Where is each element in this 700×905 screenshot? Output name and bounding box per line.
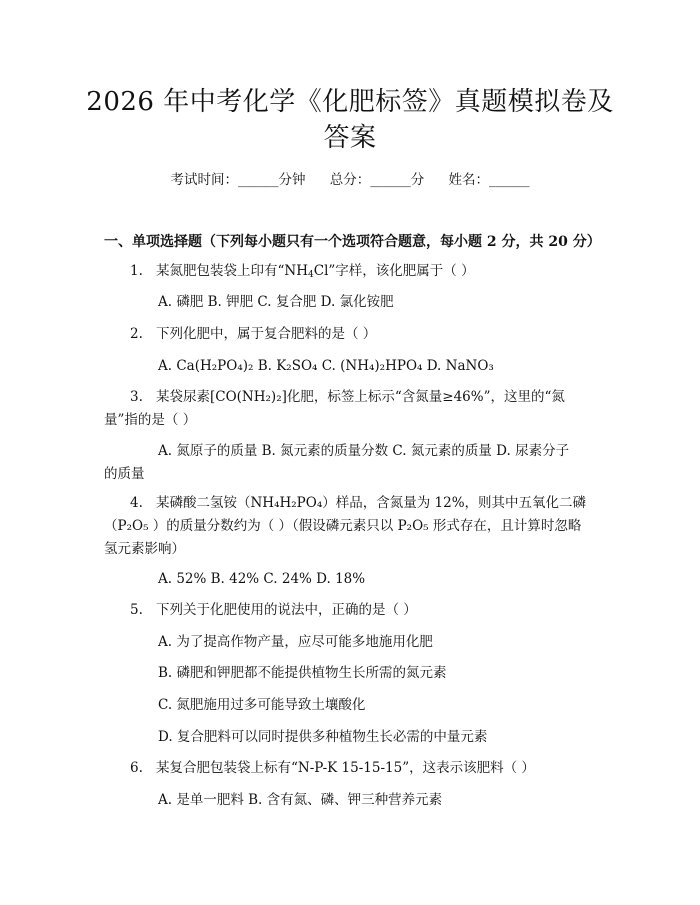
question-6 — [130, 756, 535, 780]
question-stem: 下列化肥中，属于复合肥料的是（ ） — [156, 326, 377, 342]
question-3 — [130, 385, 565, 409]
question-number: 3. — [130, 389, 143, 405]
question-4-options: A. 52% B. 42% C. 24% D. 18% — [158, 571, 366, 587]
title-line-1: 2026 年中考化学《化肥标签》真题模拟卷及 — [86, 87, 614, 117]
exam-time-field: 考试时间：______分钟 — [170, 172, 306, 188]
question-number: 2. — [130, 326, 143, 342]
question-5-option-d: D. 复合肥料可以同时提供多种植物生长必需的中量元素 — [158, 729, 488, 745]
question-4 — [130, 491, 586, 515]
question-stem-line: 某磷酸二氢铵（NH₄H₂PO₄）样品，含氮量为 12%，则其中五氧化二磷 — [156, 495, 587, 511]
question-number: 5. — [130, 602, 143, 618]
question-5-option-a: A. 为了提高作物产量，应尽可能多地施用化肥 — [158, 634, 433, 650]
question-stem-subscript: 4 — [308, 270, 314, 280]
section-title: 一、单项选择题（下列每小题只有一个选项符合题意，每小题 2 分，共 20 分） — [104, 234, 601, 250]
question-2-options: A. Ca(H₂PO₄)₂ B. K₂SO₄ C. (NH₄)₂HPO₄ D. NaNO₃ — [158, 358, 494, 374]
title-line-2: 答案 — [323, 123, 377, 153]
total-score-field: 总分：______分 — [329, 172, 425, 188]
question-5-option-b: B. 磷肥和钾肥都不能提供植物生长所需的氮元素 — [158, 665, 447, 681]
question-1-options: A. 磷肥 B. 钾肥 C. 复合肥 D. 氯化铵肥 — [158, 294, 394, 310]
name-field: 姓名：______ — [448, 172, 530, 188]
question-number: 6. — [130, 760, 143, 776]
question-stem: 下列关于化肥使用的说法中，正确的是（ ） — [156, 602, 417, 618]
question-stem-line: 某袋尿素[CO(NH₂)₂]化肥，标签上标示“含氮量≥46%”，这里的“氮 — [156, 389, 565, 405]
question-5-option-c: C. 氮肥施用过多可能导致土壤酸化 — [158, 697, 366, 713]
question-3-options: A. 氮原子的质量 B. 氮元素的质量分数 C. 氮元素的质量 D. 尿素分子 — [158, 443, 570, 459]
question-4-line-3: 氢元素影响） — [104, 541, 185, 557]
question-number: 1. — [130, 263, 143, 279]
question-3-continued: 量”指的是（ ） — [104, 412, 197, 428]
question-5 — [130, 598, 417, 622]
question-4-line-2: （P₂O₅ ）的质量分数约为（ ）（假设磷元素只以 P₂O₅ 形式存在，且计算时忽略 — [104, 518, 582, 534]
question-3-options-continued: 的质量 — [104, 466, 145, 482]
question-number: 4. — [130, 495, 143, 511]
question-stem: 某复合肥包装袋上标有“N-P-K 15-15-15”，这表示该肥料（ ） — [156, 760, 535, 776]
page-title — [60, 84, 640, 156]
question-6-options: A. 是单一肥料 B. 含有氮、磷、钾三种营养元素 — [158, 792, 443, 808]
question-2 — [130, 322, 376, 346]
question-1 — [130, 259, 475, 287]
question-stem-part: 某氮肥包装袋上印有“NH — [156, 263, 308, 279]
exam-meta — [0, 168, 700, 188]
question-stem-part: Cl”字样，该化肥属于（ ） — [313, 263, 475, 279]
